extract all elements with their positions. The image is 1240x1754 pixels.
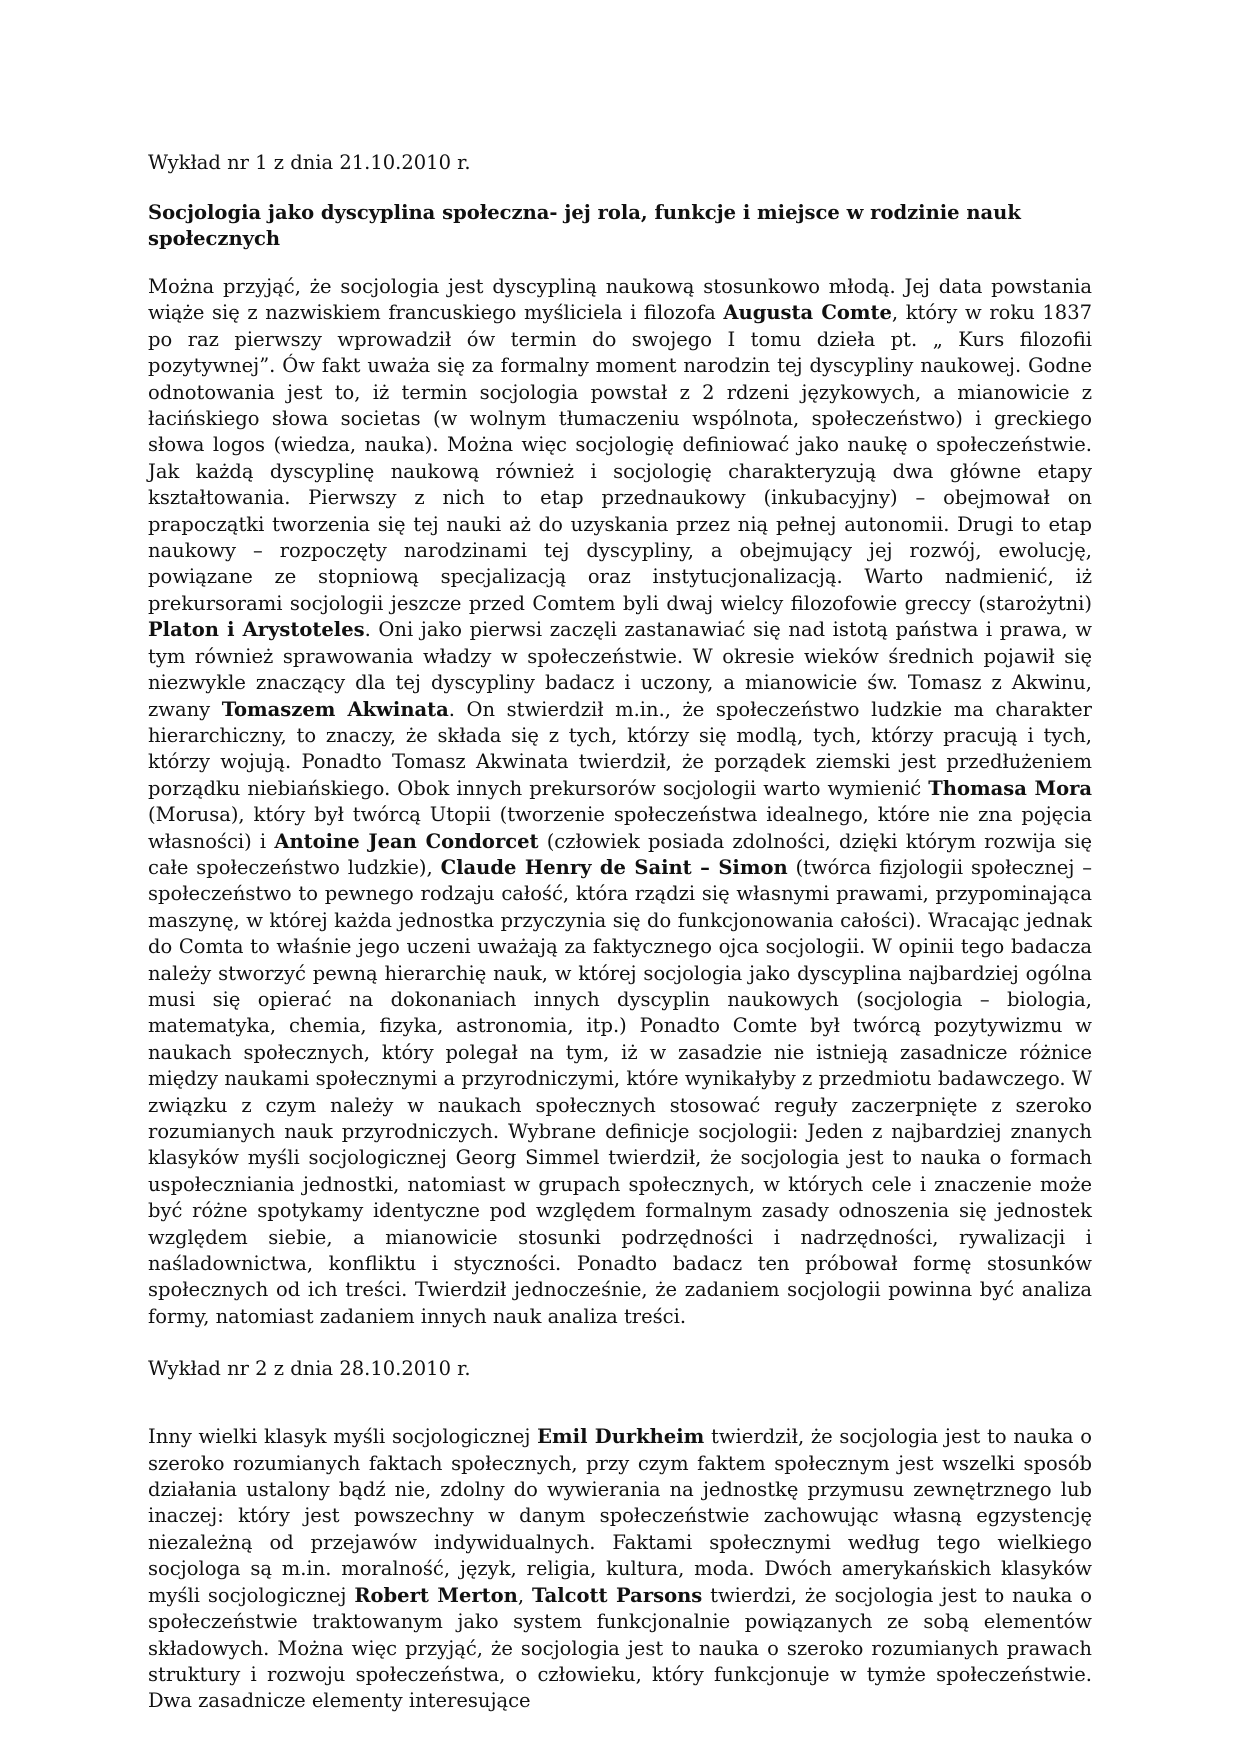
name-tomasz-akwinata: Tomaszem Akwinata (221, 697, 449, 721)
text-run: twierdził, że socjologia jest to nauka o szeroko rozumianych faktach społecznych, przy czym faktem społecznym jest wszelki sposób działania ustalony bądź nie, zdolny do wywierania na jednostkę przymusu zewnętrznego lub inaczej: który jest powszechny w danym społeczeństwie zachowując własną egzystencję niezależną od przejawów indywidualnych. Faktami społecznymi według tego wielkiego socjologa są m.in. moralność, język, religia, kultura, moda. Dwóch amerykańskich klasyków myśli socjologicznej (148, 1425, 1092, 1607)
name-condorcet: Antoine Jean Condorcet (274, 829, 539, 853)
name-emil-durkheim: Emil Durkheim (537, 1425, 705, 1449)
text-run: (człowiek posiada zdolności, dzięki którym rozwija się całe społeczeństwo ludzkie), (148, 829, 1092, 879)
text-run: (twórca fizjologii społecznej – społeczeństwo to pewnego rodzaju całość, która rządzi się własnymi prawami, przypominająca maszynę, w której każda jednostka przyczynia się do funkcjonowania całości). Wracając jednak do Comta to właśnie jego uczeni uważają za faktycznego ojca socjologii. W opinii tego badacza należy stworzyć pewną hierarchię nauk, w której socjologia jako dyscyplina najbardziej ogólna musi się opierać na dokonaniach innych dyscyplin naukowych (socjologia – biologia, matematyka, chemia, fizyka, astronomia, itp.) Ponadto Comte był twórcą pozytywizmu w naukach społecznych, który polegał na tym, iż w zasadzie nie istnieją zasadnicze różnice między naukami społecznymi a przyrodniczymi, które wynikałyby z przedmiotu badawczego. W związku z czym należy w naukach społecznych stosować reguły zaczerpnięte z szeroko rozumianych nauk przyrodniczych. Wybrane definicje socjologii: Jeden z najbardziej znanych klasyków myśli socjologicznej Georg Simmel twierdził, że socjologia jest to nauka o formach uspołeczniania jednostki, natomiast w grupach społecznych, w których cele i znaczenie może być różne spotykamy identyczne pod względem formalnym zasady odnoszenia się jednostek względem siebie, a mianowicie stosunki podrzędności i nadrzędności, rywalizacji i naśladownictwa, konfliktu i styczności. Ponadto badacz ten próbował formę stosunków społecznych od ich treści. Twierdził jednocześnie, że zadaniem socjologii powinna być analiza formy, natomiast zadaniem innych nauk analiza treści. (148, 855, 1092, 1328)
name-platon-arystoteles: Platon i Arystoteles (148, 618, 365, 642)
lecture-2-heading: Wykład nr 2 z dnia 28.10.2010 r. (148, 1357, 471, 1381)
document-page (148, 150, 1092, 1715)
lecture-1-paragraph (148, 274, 1092, 1330)
name-thomasa-mora: Thomasa Mora (928, 776, 1092, 800)
text-run: twierdzi, że socjologia jest to nauka o społeczeństwie traktowanym jako system funkcjonalnie powiązanych ze sobą elementów składowych. Można więc przyjąć, że socjologia jest to nauka o szeroko rozumianych prawach struktury i rozwoju społeczeństwa, o człowieku, który funkcjonuje w tymże społeczeństwie. Dwa zasadnicze elementy interesujące (148, 1583, 1093, 1713)
lecture-1-title: Socjologia jako dyscyplina społeczna- jej rola, funkcje i miejsce w rodzinie nauk społecznych (148, 201, 1021, 250)
name-saint-simon: Claude Henry de Saint – Simon (440, 855, 788, 879)
name-talcott-parsons: Talcott Parsons (531, 1583, 703, 1607)
lecture-2-paragraph (148, 1424, 1092, 1714)
text-run: Można przyjąć, że socjologia jest dyscypliną naukową stosunkowo młodą. Jej data powstania wiąże się z nazwiskiem francuskiego myśliciela i filozofa (148, 275, 1092, 325)
text-run: , który w roku 1837 po raz pierwszy wprowadził ów termin do swojego I tomu dzieła pt. „ Kurs filozofii pozytywnej”. Ów fakt uważa się za formalny moment narodzin tej dyscypliny naukowej. Godne odnotowania jest to, iż termin socjologia powstał z 2 rdzeni językowych, a mianowicie z łacińskiego słowa societas (w wolnym tłumaczeniu wspólnota, społeczeństwo) i greckiego słowa logos (wiedza, nauka). Można więc socjologię definiować jako naukę o społeczeństwie. Jak każdą dyscyplinę naukową również i socjologię charakteryzują dwa główne etapy kształtowania. Pierwszy z nich to etap przednaukowy (inkubacyjny) – obejmował on prapoczątki tworzenia się tej nauki aż do uzyskania przez nią pełnej autonomii. Drugi to etap naukowy – rozpoczęty narodzinami tej dyscypliny, a obejmujący jej rozwój, ewolucję, powiązane ze stopniową specjalizacją oraz instytucjonalizacją. Warto nadmienić, iż prekursorami socjologii jeszcze przed Comtem byli dwaj wielcy filozofowie greccy (starożytni) (148, 301, 1093, 615)
text-run: (Morusa), który był twórcą Utopii (tworzenie społeczeństwa idealnego, które nie zna pojęcia własności) i (148, 803, 1092, 853)
lecture-1-heading: Wykład nr 1 z dnia 21.10.2010 r. (148, 151, 471, 174)
text-run: . On stwierdził m.in., że społeczeństwo ludzkie ma charakter hierarchiczny, to znaczy, że składa się z tych, którzy się modlą, tych, którzy pracują i tych, którzy wojują. Ponadto Tomasz Akwinata twierdził, że porządek ziemski jest przedłużeniem porządku niebiańskiego. Obok innych prekursorów socjologii warto wymienić (148, 697, 1092, 800)
text-run: Inny wielki klasyk myśli socjologicznej (148, 1425, 538, 1449)
name-augusta-comte: Augusta Comte (723, 301, 892, 325)
text-run: . Oni jako pierwsi zaczęli zastanawiać się nad istotą państwa i prawa, w tym również sprawowania władzy w społeczeństwie. W okresie wieków średnich pojawił się niezwykle znaczący dla tej dyscypliny badacz i uczony, a mianowicie św. Tomasz z Akwinu, zwany (148, 618, 1092, 721)
text-run: , (517, 1583, 532, 1607)
name-robert-merton: Robert Merton (354, 1583, 518, 1607)
